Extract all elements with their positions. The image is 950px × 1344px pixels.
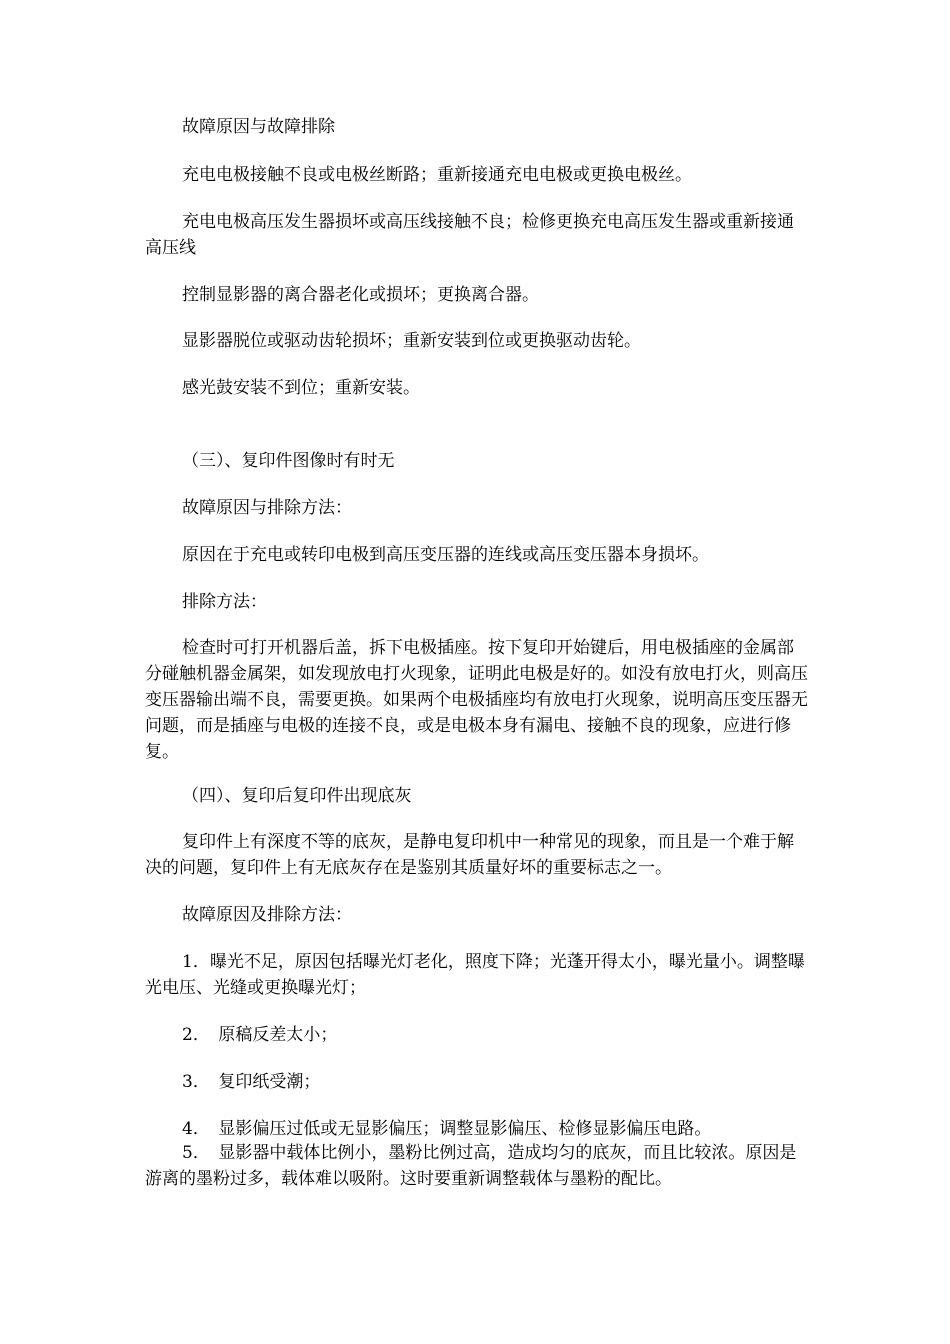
list-item: 4． 显影偏压过低或无显影偏压；调整显影偏压、检修显影偏压电路。 [182, 1119, 712, 1139]
paragraph: 检查时可打开机器后盖，拆下电极插座。按下复印开始键后，用电极插座的金属部分碰触机器金属架，如发现放电打火现象，证明此电极是好的。如没有放电打火，则高压变压器输出端不良，需要更换。如果两个电极插座均有放电打火现象，说明高压变压器无问题，而是插座与电极的连接不良，或是电极本身有漏电、接触不良的现象，应进行修复。 [145, 638, 808, 762]
paragraph: 控制显影器的离合器老化或损坏；更换离合器。 [182, 285, 539, 305]
paragraph: 原因在于充电或转印电极到高压变压器的连线或高压变压器本身损坏。 [182, 545, 709, 565]
paragraph: 故障原因与排除方法： [182, 498, 352, 518]
list-item: 5． 显影器中载体比例小，墨粉比例过高，造成均匀的底灰，而且比较浓。原因是游离的墨粉过多，载体难以吸附。这时要重新调整载体与墨粉的配比。 [145, 1143, 797, 1189]
paragraph: 感光鼓安装不到位；重新安装。 [182, 378, 420, 398]
list-item: 1．曝光不足，原因包括曝光灯老化，照度下降；光蓬开得太小，曝光量小。调整曝光电压、光缝或更换曝光灯； [145, 952, 805, 998]
paragraph-heading-fault-cause: 故障原因与故障排除 [182, 117, 335, 137]
section-heading-4: （四）、复印后复印件出现底灰 [182, 786, 412, 806]
paragraph: 充电电极高压发生器损坏或高压线接触不良；检修更换充电高压发生器或重新接通高压线 [145, 212, 794, 258]
paragraph: 显影器脱位或驱动齿轮损坏；重新安装到位或更换驱动齿轮。 [182, 331, 641, 351]
paragraph: 排除方法： [182, 592, 267, 612]
paragraph: 故障原因及排除方法： [182, 905, 352, 925]
list-item: 2． 原稿反差太小； [182, 1025, 338, 1045]
paragraph: 复印件上有深度不等的底灰，是静电复印机中一种常见的现象，而且是一个难于解决的问题，复印件上有无底灰存在是鉴别其质量好坏的重要标志之一。 [145, 832, 794, 878]
list-item: 3． 复印纸受潮； [182, 1072, 321, 1092]
section-heading-3: （三）、复印件图像时有时无 [182, 451, 395, 471]
paragraph: 充电电极接触不良或电极丝断路；重新接通充电电极或更换电极丝。 [182, 165, 692, 185]
